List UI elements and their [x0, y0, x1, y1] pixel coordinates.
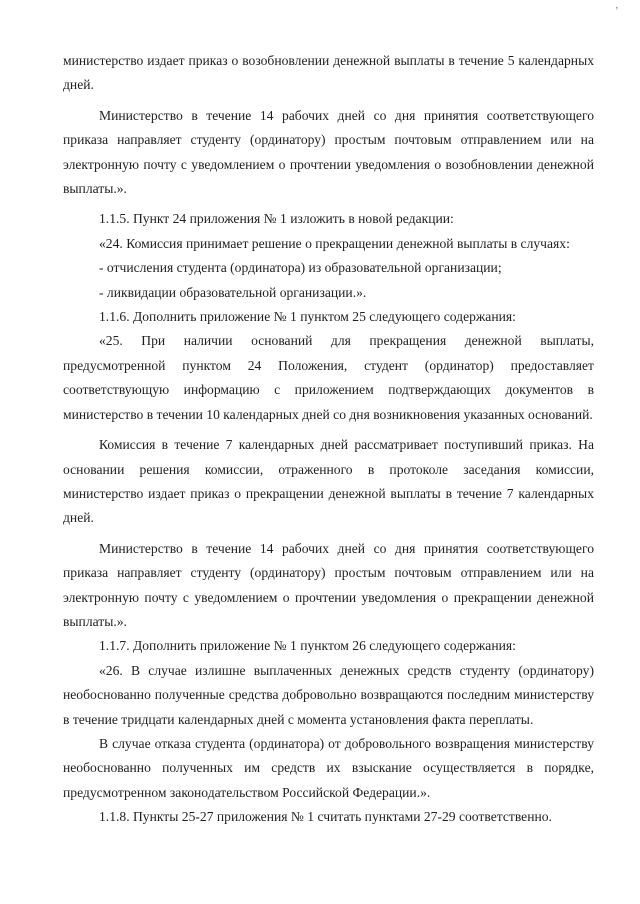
paragraph-commission-review: Комиссия в течение 7 календарных дней рассматривает поступивший приказ. На основании решения комиссии, отраженного в протоколе заседания комиссии, министерство издает приказ о прекращении денежной выплаты в течение 7 календарных дней.	[63, 437, 594, 526]
paragraph-item-24: «24. Комиссия принимает решение о прекращении денежной выплаты в случаях:	[99, 235, 570, 251]
paragraph-refusal-return: В случае отказа студента (ординатора) от добровольного возвращения министерству необоснованно полученных им средств их взыскание осуществляется в порядке, предусмотренном законодательством Российской Федерации.».	[63, 735, 594, 800]
paragraph-clause-1-1-7: 1.1.7. Дополнить приложение № 1 пунктом 26 следующего содержания:	[99, 638, 516, 654]
paragraph-item-24-expulsion: - отчисления студента (ординатора) из образовательной организации;	[99, 260, 502, 276]
paragraph-item-25: «25. При наличии оснований для прекращения денежной выплаты, предусмотренной пунктом 24 Положения, студент (ординатор) предоставляет соответствующую информацию с приложением подтверждающих документов в министерство в течении 10 календарных дней со дня возникновения указанных оснований.	[63, 333, 594, 422]
paragraph-notification-resume: Министерство в течение 14 рабочих дней со дня принятия соответствующего приказа направляет студенту (ординатору) простым почтовым отправлением или на электронную почту с уведомлением о прочтении уведомления о возобновлении денежной выплаты.».	[63, 107, 594, 197]
page-corner-mark: ,	[615, 0, 618, 10]
paragraph-clause-1-1-6: 1.1.6. Дополнить приложение № 1 пунктом 25 следующего содержания:	[99, 309, 516, 325]
paragraph-item-24-liquidation: - ликвидации образовательной организации.».	[99, 284, 367, 300]
paragraph-clause-1-1-8: 1.1.8. Пункты 25-27 приложения № 1 считать пунктами 27-29 соответственно.	[99, 809, 552, 825]
paragraph-notification-termination: Министерство в течение 14 рабочих дней со дня принятия соответствующего приказа направляет студенту (ординатору) простым почтовым отправлением или на электронную почту с уведомлением о прочтении уведомления о прекращении денежной выплаты.».	[63, 540, 594, 629]
paragraph-continuation: министерство издает приказ о возобновлении денежной выплаты в течение 5 календарных дней.	[63, 53, 594, 93]
paragraph-item-26: «26. В случае излишне выплаченных денежных средств студенту (ординатору) необоснованно полученные средства добровольно возвращаются последним министерству в течение тридцати календарных дней с момента установления факта переплаты.	[63, 662, 594, 727]
paragraph-clause-1-1-5: 1.1.5. Пункт 24 приложения № 1 изложить в новой редакции:	[99, 211, 454, 227]
